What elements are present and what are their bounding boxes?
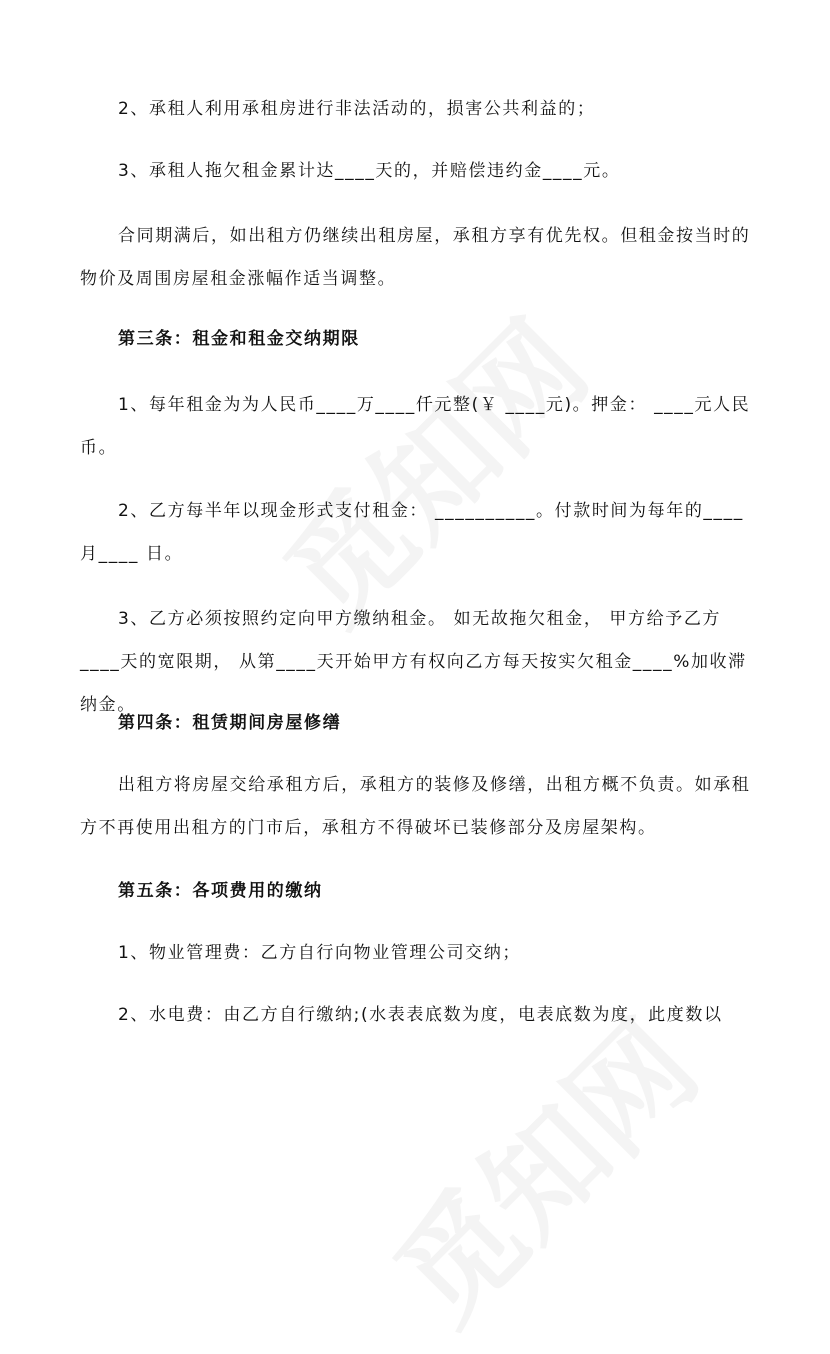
- payment-method-paragraph: 2、乙方每半年以现金形式支付租金： __________。付款时间为每年的____月____ 日。: [80, 501, 744, 564]
- rent-amount-paragraph: 1、每年租金为为人民币____万____仟元整(￥ ____元)。押金： ____元人民币。: [80, 395, 751, 458]
- late-fee-paragraph: 3、乙方必须按照约定向甲方缴纳租金。 如无故拖欠租金， 甲方给予乙方____天的宽限期， 从第____天开始甲方有权向乙方每天按实欠租金____%加收滞纳金。: [80, 609, 747, 715]
- repair-paragraph: 出租方将房屋交给承租方后，承租方的装修及修缮，出租方概不负责。如承租方不再使用出租方的门市后，承租方不得破坏已装修部分及房屋架构。: [80, 775, 751, 838]
- section-heading-4: 第四条：租赁期间房屋修缮: [118, 713, 342, 733]
- section-heading-5: 第五条：各项费用的缴纳: [118, 881, 323, 901]
- property-fee-paragraph: 1、物业管理费：乙方自行向物业管理公司交纳；: [118, 943, 522, 963]
- utility-fee-paragraph: 2、水电费：由乙方自行缴纳;(水表表底数为度，电表底数为度，此度数以: [118, 1005, 723, 1025]
- section-heading-3: 第三条：租金和租金交纳期限: [118, 329, 360, 349]
- clause-item-3: 3、承租人拖欠租金累计达____天的，并赔偿违约金____元。: [118, 161, 621, 181]
- clause-item-2: 2、承租人利用承租房进行非法活动的，损害公共利益的；: [118, 99, 596, 119]
- renewal-paragraph: 合同期满后，如出租方仍继续出租房屋，承租方享有优先权。但租金按当时的物价及周围房屋租金涨幅作适当调整。: [80, 226, 751, 289]
